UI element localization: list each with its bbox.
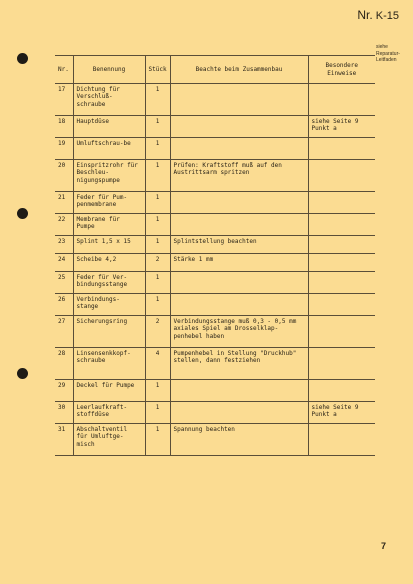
- table-row: [55, 138, 375, 160]
- cell-stueck: 1: [145, 272, 170, 294]
- header-nr: Nr.: [55, 56, 73, 84]
- header-stueck: Stück: [145, 56, 170, 84]
- cell-beachte: Stärke 1 mm: [170, 254, 308, 272]
- cell-stueck: 2: [145, 254, 170, 272]
- cell-nr: 31: [55, 424, 73, 456]
- cell-stueck: 1: [145, 424, 170, 456]
- cell-beachte: Pumpenhebel in Stellung "Druckhub" stellen, dann festziehen: [170, 348, 308, 380]
- cell-nr: 22: [55, 214, 73, 236]
- cell-benennung: Membrane für Pumpe: [73, 214, 145, 236]
- cell-beachte: [170, 402, 308, 424]
- cell-stueck: 1: [145, 402, 170, 424]
- cell-stueck: 1: [145, 192, 170, 214]
- table-row: [55, 316, 375, 348]
- cell-nr: 27: [55, 316, 73, 348]
- table-row: [55, 214, 375, 236]
- cell-benennung: Feder für Ver-bindungsstange: [73, 272, 145, 294]
- cell-benennung: Deckel für Pumpe: [73, 380, 145, 402]
- cell-beachte: [170, 84, 308, 116]
- cell-benennung: Linsensenkkopf-schraube: [73, 348, 145, 380]
- cell-nr: 18: [55, 116, 73, 138]
- cell-stueck: 1: [145, 84, 170, 116]
- cell-beachte: [170, 116, 308, 138]
- table-row: [55, 348, 375, 380]
- table-row: [55, 236, 375, 254]
- side-note-line: siehe: [376, 44, 388, 50]
- cell-benennung: Abschaltventil für Umluftge-misch: [73, 424, 145, 456]
- cell-benennung: Sicherungsring: [73, 316, 145, 348]
- table-row: [55, 402, 375, 424]
- cell-nr: 29: [55, 380, 73, 402]
- cell-stueck: 4: [145, 348, 170, 380]
- cell-nr: 19: [55, 138, 73, 160]
- cell-benennung: Dichtung für Verschluß-schraube: [73, 84, 145, 116]
- cell-hinweise: [308, 316, 375, 348]
- side-note: [376, 44, 412, 64]
- cell-benennung: Splint 1,5 x 15: [73, 236, 145, 254]
- page-number: 7: [381, 541, 387, 551]
- cell-beachte: [170, 192, 308, 214]
- cell-nr: 20: [55, 160, 73, 192]
- cell-nr: 26: [55, 294, 73, 316]
- document-number: [357, 8, 399, 22]
- cell-hinweise: [308, 254, 375, 272]
- table-row: [55, 254, 375, 272]
- cell-nr: 17: [55, 84, 73, 116]
- cell-beachte: Prüfen: Kraftstoff muß auf den Austrittsarm spritzen: [170, 160, 308, 192]
- header-beachte: Beachte beim Zusammenbau: [170, 56, 308, 84]
- cell-hinweise: [308, 236, 375, 254]
- cell-nr: 23: [55, 236, 73, 254]
- table-row: [55, 84, 375, 116]
- header-benennung: Benennung: [73, 56, 145, 84]
- cell-hinweise: siehe Seite 9 Punkt a: [308, 116, 375, 138]
- cell-hinweise: [308, 380, 375, 402]
- cell-nr: 25: [55, 272, 73, 294]
- header-hinweise: Besondere Einweise: [308, 56, 375, 84]
- cell-benennung: Einspritzrohr für Beschleu-nigungspumpe: [73, 160, 145, 192]
- table-row: [55, 160, 375, 192]
- cell-nr: 30: [55, 402, 73, 424]
- cell-beachte: [170, 138, 308, 160]
- cell-beachte: Splintstellung beachten: [170, 236, 308, 254]
- document-number-label: Nr.: [357, 8, 373, 22]
- table-row: [55, 192, 375, 214]
- table-header-row: [55, 56, 375, 84]
- table-row: [55, 294, 375, 316]
- cell-hinweise: [308, 192, 375, 214]
- punch-hole: [17, 368, 28, 379]
- punch-hole: [17, 53, 28, 64]
- parts-table: [55, 55, 375, 456]
- cell-beachte: Verbindungsstange muß 0,3 - 0,5 mm axiales Spiel am Drosselklap-penhebel haben: [170, 316, 308, 348]
- cell-hinweise: [308, 214, 375, 236]
- cell-benennung: Umluftschrau-be: [73, 138, 145, 160]
- cell-stueck: 1: [145, 294, 170, 316]
- cell-nr: 28: [55, 348, 73, 380]
- side-note-line: Leitfaden: [376, 57, 397, 63]
- cell-benennung: Feder für Pum-penmembrane: [73, 192, 145, 214]
- cell-hinweise: [308, 424, 375, 456]
- cell-stueck: 1: [145, 160, 170, 192]
- cell-hinweise: [308, 348, 375, 380]
- cell-benennung: Scheibe 4,2: [73, 254, 145, 272]
- cell-hinweise: siehe Seite 9 Punkt a: [308, 402, 375, 424]
- cell-beachte: [170, 272, 308, 294]
- cell-beachte: [170, 380, 308, 402]
- cell-hinweise: [308, 294, 375, 316]
- cell-stueck: 1: [145, 214, 170, 236]
- cell-hinweise: [308, 138, 375, 160]
- punch-hole: [17, 208, 28, 219]
- document-number-value: K-15: [375, 10, 399, 22]
- table-row: [55, 116, 375, 138]
- cell-beachte: [170, 214, 308, 236]
- cell-stueck: 2: [145, 316, 170, 348]
- cell-stueck: 1: [145, 116, 170, 138]
- cell-stueck: 1: [145, 380, 170, 402]
- cell-beachte: Spannung beachten: [170, 424, 308, 456]
- table-row: [55, 424, 375, 456]
- cell-hinweise: [308, 84, 375, 116]
- cell-benennung: Hauptdüse: [73, 116, 145, 138]
- cell-benennung: Verbindungs-stange: [73, 294, 145, 316]
- cell-nr: 24: [55, 254, 73, 272]
- cell-benennung: Leerlaufkraft-stoffdüse: [73, 402, 145, 424]
- side-note-line: Reparatur-: [376, 50, 400, 57]
- cell-hinweise: [308, 272, 375, 294]
- cell-stueck: 1: [145, 138, 170, 160]
- cell-hinweise: [308, 160, 375, 192]
- table-row: [55, 380, 375, 402]
- cell-beachte: [170, 294, 308, 316]
- cell-stueck: 1: [145, 236, 170, 254]
- table-row: [55, 272, 375, 294]
- cell-nr: 21: [55, 192, 73, 214]
